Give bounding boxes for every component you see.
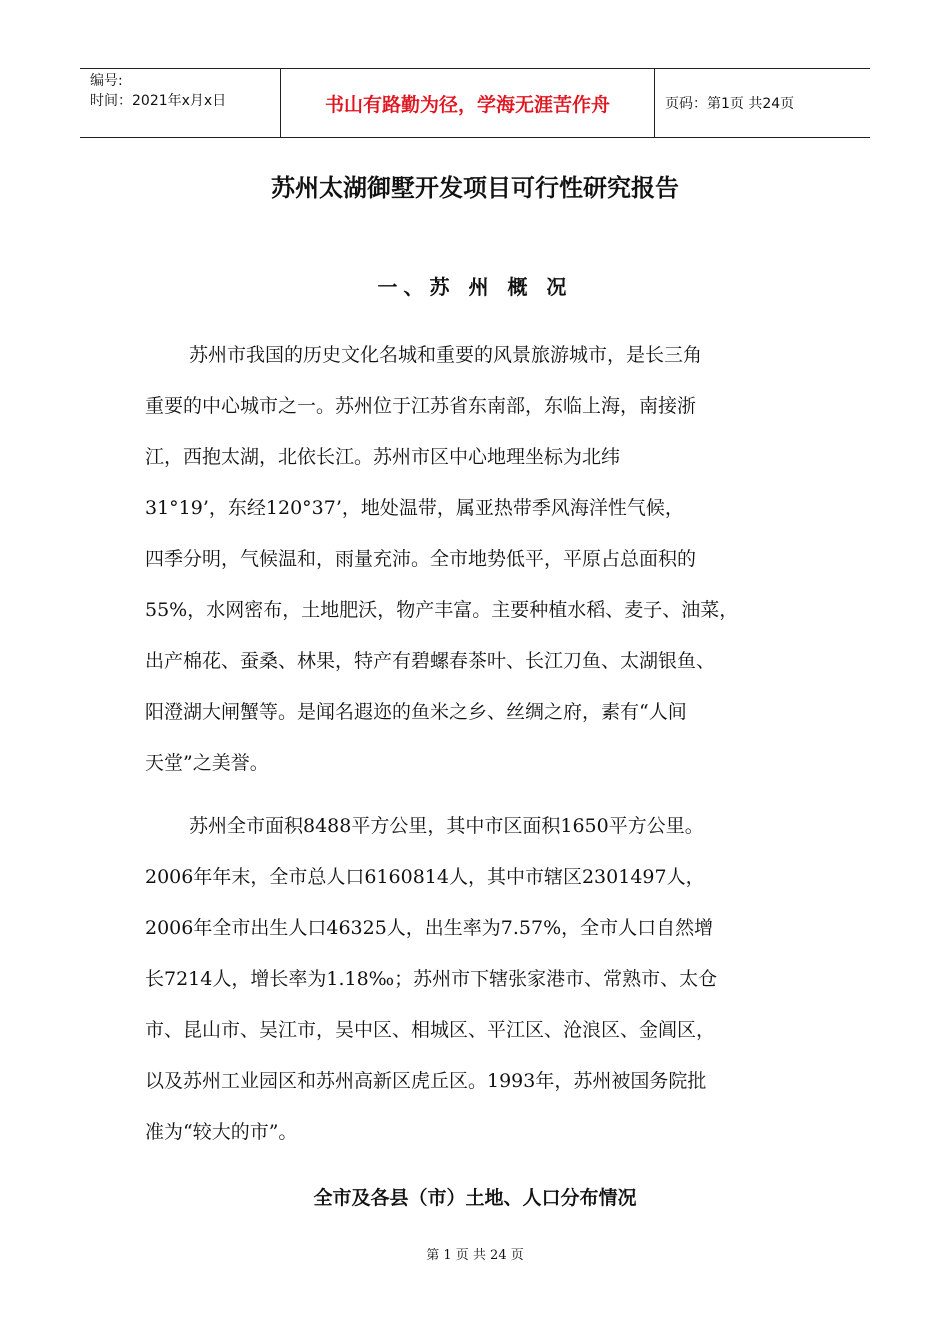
text-line: 出产棉花、蚕桑、林果，特产有碧螺春茶叶、长江刀鱼、太湖银鱼、: [145, 650, 716, 672]
table-heading: 全市及各县（市）土地、人口分布情况: [313, 1187, 637, 1209]
text-line: 重要的中心城市之一。苏州位于江苏省东南部，东临上海，南接浙: [145, 395, 697, 417]
section-heading: 一、苏 州 概 况: [377, 275, 573, 299]
text-line: 长7214人，增长率为1.18‰；苏州市下辖张家港市、常熟市、太仓: [145, 968, 718, 990]
number-label: 编号:: [90, 73, 123, 89]
document-title: 苏州太湖御墅开发项目可行性研究报告: [271, 174, 679, 202]
header-motto: 书山有路勤为径，学海无涯苦作舟: [281, 69, 655, 137]
time-label: 时间：2021年x月x日: [90, 93, 227, 109]
page-footer: 第 1 页 共 24 页: [426, 1248, 524, 1263]
text-line: 以及苏州工业园区和苏州高新区虎丘区。1993年，苏州被国务院批: [145, 1070, 707, 1092]
paragraph-population: [145, 811, 825, 1168]
text-line: 四季分明，气候温和，雨量充沛。全市地势低平，平原占总面积的: [145, 548, 697, 570]
text-line: 55%，水网密布，土地肥沃，物产丰富。主要种植水稻、麦子、油菜，: [145, 599, 739, 621]
text-line: 2006年全市出生人口46325人，出生率为7.57%，全市人口自然增: [145, 917, 714, 939]
text-line: 苏州市我国的历史文化名城和重要的风景旅游城市，是长三角: [189, 344, 703, 366]
text-line: 阳澄湖大闸蟹等。是闻名遐迩的鱼米之乡、丝绸之府，素有“人间: [145, 701, 687, 723]
text-line: 江，西抱太湖，北依长江。苏州市区中心地理坐标为北纬: [145, 446, 621, 468]
text-line: 准为“较大的市”。: [145, 1121, 298, 1143]
header-meta: [80, 69, 281, 137]
text-line: 31°19’，东经120°37’，地处温带，属亚热带季风海洋性气候，: [145, 497, 684, 519]
text-line: 天堂”之美誉。: [145, 752, 269, 774]
page-header: [80, 68, 870, 138]
paragraph-overview: [145, 340, 825, 799]
text-line: 2006年年末，全市总人口6160814人，其中市辖区2301497人，: [145, 866, 705, 888]
text-line: 市、昆山市、吴江市，吴中区、相城区、平江区、沧浪区、金阊区，: [145, 1019, 716, 1041]
header-page-info: 页码：第1页 共24页: [665, 96, 795, 112]
text-line: 苏州全市面积8488平方公里，其中市区面积1650平方公里。: [189, 815, 704, 837]
